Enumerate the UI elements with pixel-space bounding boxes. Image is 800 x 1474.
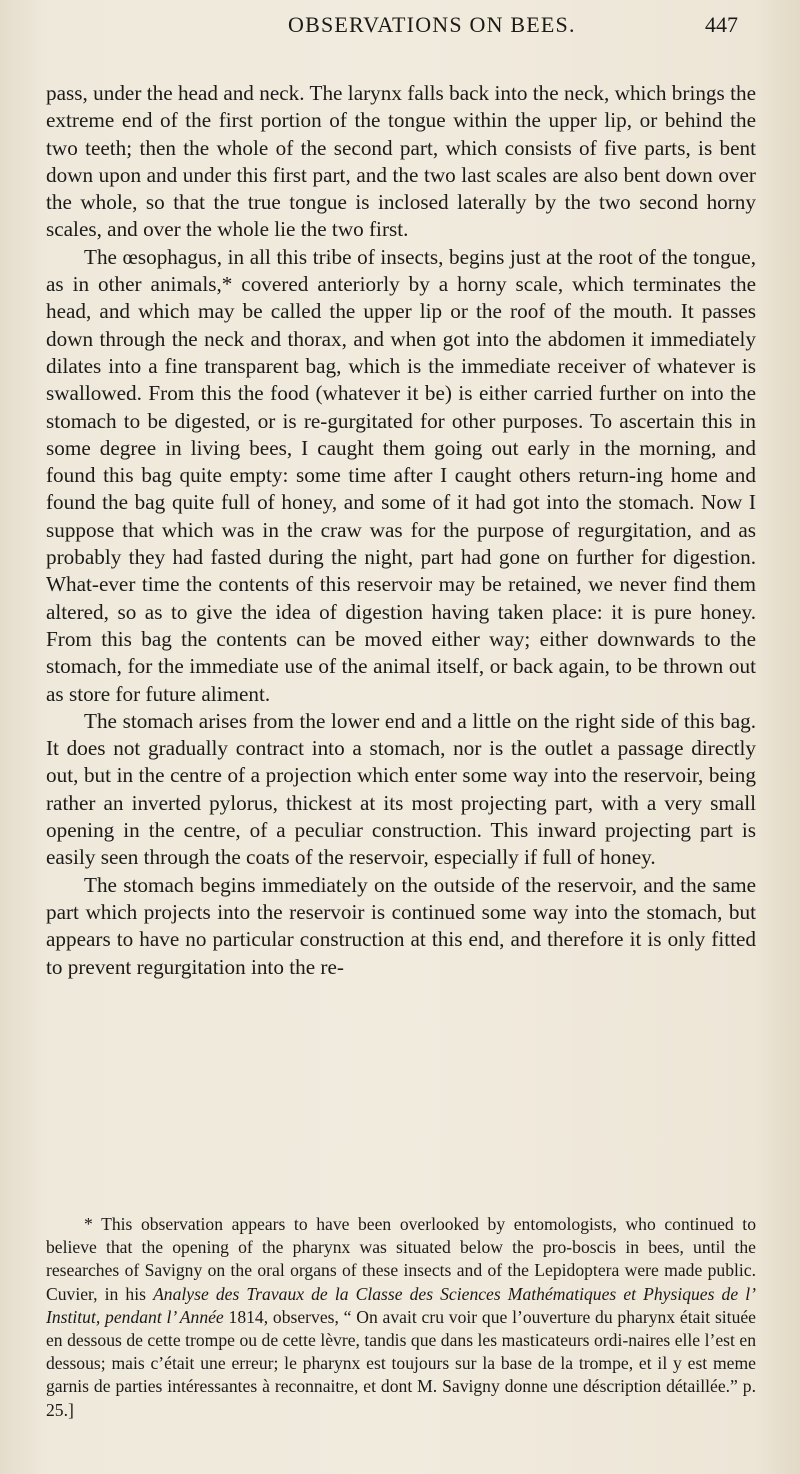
paragraph: The stomach begins immediately on the outside of the reservoir, and the same part which projects into the reservoir is continued some way into the stomach, but appears to have no particular construction at this end, and therefore it is only fitted to prevent regurgitation into the re-: [46, 872, 756, 979]
footnote-italic-title: Analyse des Travaux de la Classe des Sciences Mathématiques et Physiques de l’ Institut, pendant l’ Année: [46, 1283, 756, 1327]
page-header: [40, 12, 760, 52]
paragraph: pass, under the head and neck. The larynx falls back into the neck, which brings the extreme end of the first portion of the tongue within the upper lip, or behind the two teeth; then the whole of the second part, which consists of five parts, is bent down upon and under this first part, and the two last scales are also bent down over the whole, so that the true tongue is inclosed laterally by the two second horny scales, and over the whole lie the two first.: [46, 81, 756, 242]
paragraph: The œsophagus, in all this tribe of insects, begins just at the root of the tongue, as in other animals,* covered anteriorly by a horny scale, which terminates the head, and which may be called the upper lip or the roof of the mouth. It passes down through the neck and thorax, and when got into the abdomen it immediately dilates into a fine transparent bag, which is the immediate receiver of whatever is swallowed. From this the food (whatever it be) is either carried further on into the stomach to be digested, or is re-gurgitated for other purposes. To ascertain this in some degree in living bees, I caught them going out early in the morning, and found this bag quite empty: some time after I caught others return-ing home and found the bag quite full of honey, and some of it had got into the stomach. Now I suppose that which was in the craw was for the purpose of regurgitation, and as probably they had fasted during the night, part had gone on further for digestion. What-ever time the contents of this reservoir may be retained, we never find them altered, so as to give the idea of digestion having taken place: it is pure honey. From this bag the contents can be moved either way; either downwards to the stomach, for the immediate use of the animal itself, or back again, to be thrown out as store for future aliment.: [46, 244, 756, 706]
paragraph: The stomach arises from the lower end and a little on the right side of this bag. It does not gradually contract into a stomach, nor is the outlet a passage directly out, but in the centre of a projection which enter some way into the reservoir, being rather an inverted pylorus, thickest at its most projecting part, with a very small opening in the centre, of a peculiar construction. This inward projecting part is easily seen through the coats of the reservoir, especially if full of honey.: [46, 708, 756, 870]
page-number: 447: [705, 12, 738, 37]
main-text: [46, 80, 756, 981]
running-title: OBSERVATIONS ON BEES.: [288, 12, 576, 37]
footnote-text: * This observation appears to have been overlooked by entomologists, who continued to believe that the opening of the pharynx was situated below the pro-boscis in bees, until the researches of Savigny on the oral organs of these insects and of the Lepidoptera were made public. Cuvier, in his: [46, 1214, 756, 1304]
footnote: [46, 1213, 756, 1422]
footnote-text: 1814, observes, “ On avait cru voir que l’ouverture du pharynx était située en dessous de cette trompe ou de cette lèvre, tandis que dans les masticateurs ordi-naires elle l’est en dessous; mais c’était une erreur; le pharynx est toujours sur la base de la trompe, et il y est meme garnis de parties intéressantes à reconnaitre, et dont M. Savigny donne une déscription détaillée.” p. 25.]: [46, 1306, 756, 1420]
